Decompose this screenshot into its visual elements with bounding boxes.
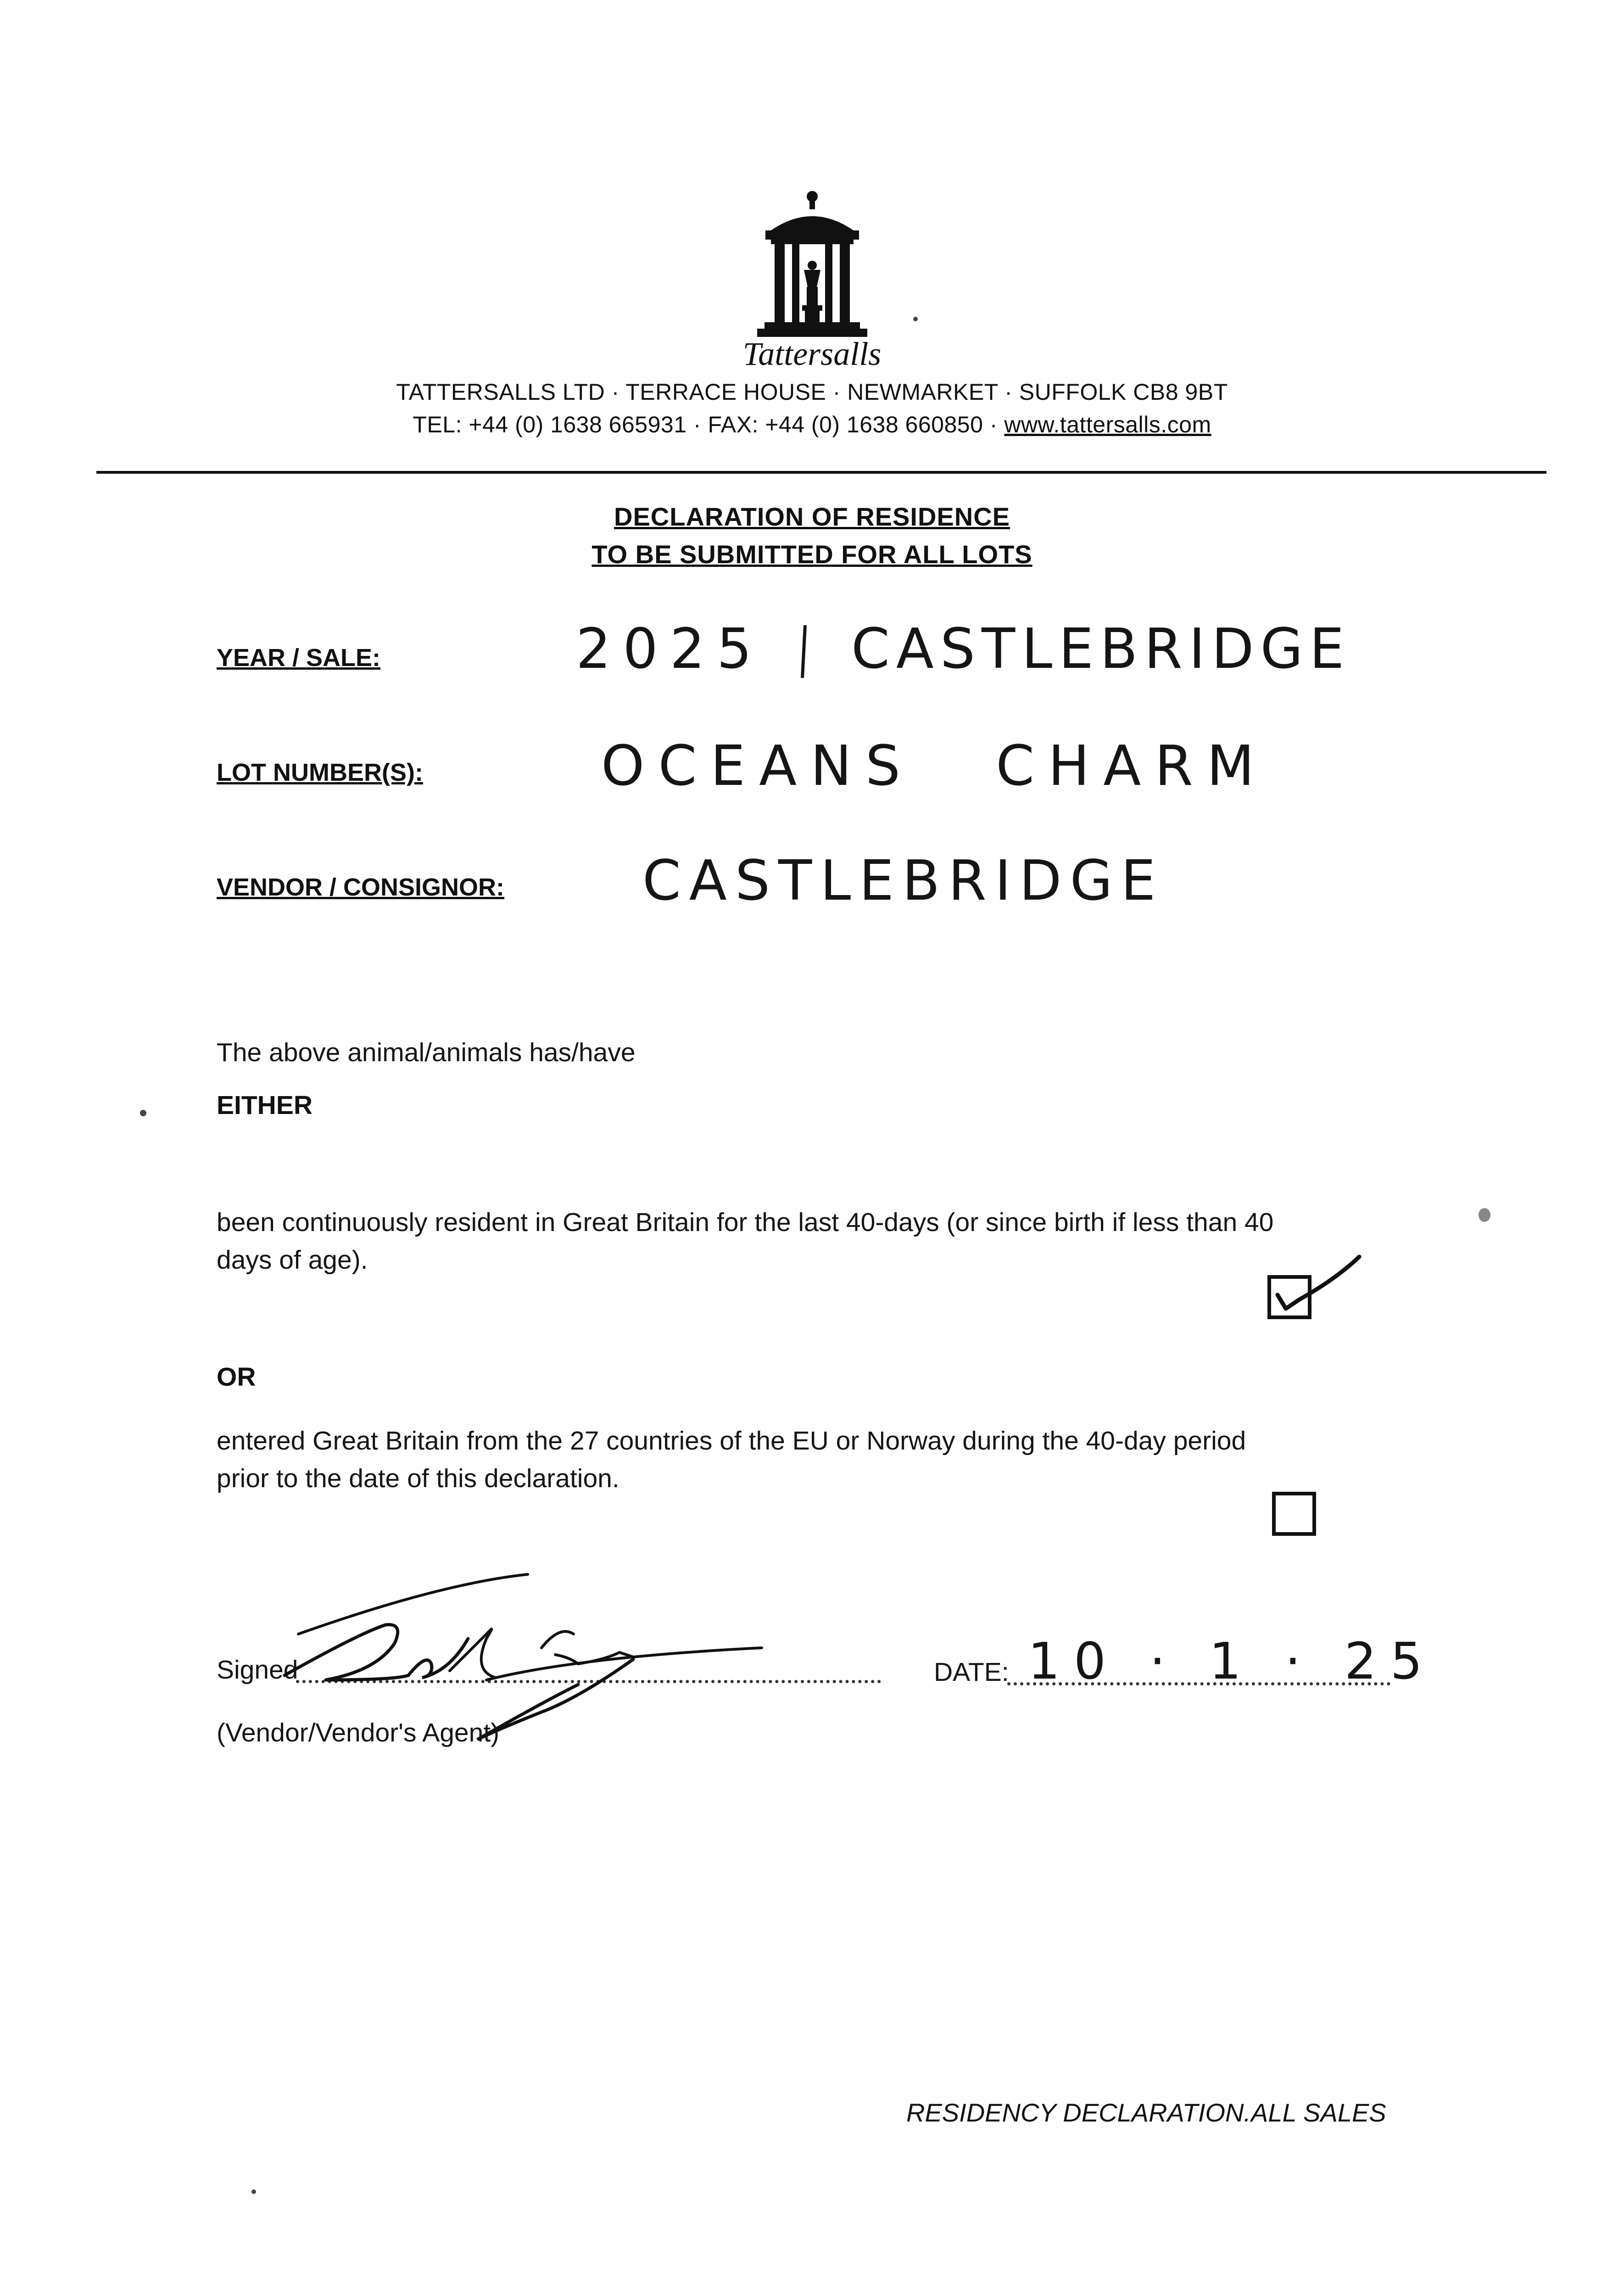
year-sale-label: YEAR / SALE: — [217, 644, 381, 672]
option2-line1: entered Great Britain from the 27 countries of the EU or Norway during the 40-day period — [217, 1426, 1246, 1455]
signed-label: Signed — [217, 1655, 298, 1685]
year-sale-separator — [801, 625, 807, 678]
checkmark-icon — [1267, 1251, 1387, 1315]
website-link[interactable]: www.tattersalls.com — [1004, 412, 1211, 437]
agent-label: (Vendor/Vendor's Agent) — [217, 1718, 500, 1747]
option2-line2: prior to the date of this declaration. — [217, 1464, 619, 1493]
date-label: DATE: — [934, 1657, 1009, 1687]
form-title: DECLARATION OF RESIDENCE — [614, 502, 1010, 531]
scan-speck — [913, 317, 918, 321]
option1-line1: been continuously resident in Great Britain for the last 40-days (or since birth if less than 40 — [217, 1208, 1274, 1237]
phone-fax: TEL: +44 (0) 1638 665931 · FAX: +44 (0) 1638 660850 · — [413, 412, 1005, 437]
option2-checkbox[interactable] — [1272, 1492, 1316, 1536]
form-subtitle: TO BE SUBMITTED FOR ALL LOTS — [592, 540, 1032, 569]
intro-text: The above animal/animals has/have — [217, 1038, 636, 1067]
sale-value: CASTLEBRIDGE — [851, 617, 1351, 681]
form-footer: RESIDENCY DECLARATION.ALL SALES — [906, 2098, 1386, 2127]
scan-speck — [1479, 1208, 1490, 1222]
scan-speck — [140, 1110, 146, 1116]
option1-line2: days of age). — [217, 1245, 368, 1275]
tattersalls-logo — [753, 188, 872, 340]
lot-numbers-value: OCEANS CHARM — [601, 734, 1268, 798]
brand-name: Tattersalls — [742, 336, 882, 372]
date-value: 10 · 1 · 25 — [1028, 1632, 1436, 1690]
option1-checkbox[interactable] — [1267, 1275, 1311, 1319]
company-contact — [0, 411, 1624, 438]
lot-numbers-label: LOT NUMBER(S): — [217, 759, 423, 786]
vendor-label: VENDOR / CONSIGNOR: — [217, 873, 505, 901]
vendor-value: CASTLEBRIDGE — [642, 849, 1164, 913]
company-address: TATTERSALLS LTD · TERRACE HOUSE · NEWMARKET · SUFFOLK CB8 9BT — [396, 379, 1228, 405]
header-divider — [96, 471, 1546, 474]
scan-speck — [251, 2189, 256, 2194]
or-heading: OR — [217, 1362, 256, 1392]
year-value: 2025 — [576, 617, 764, 681]
either-heading: EITHER — [217, 1091, 313, 1120]
